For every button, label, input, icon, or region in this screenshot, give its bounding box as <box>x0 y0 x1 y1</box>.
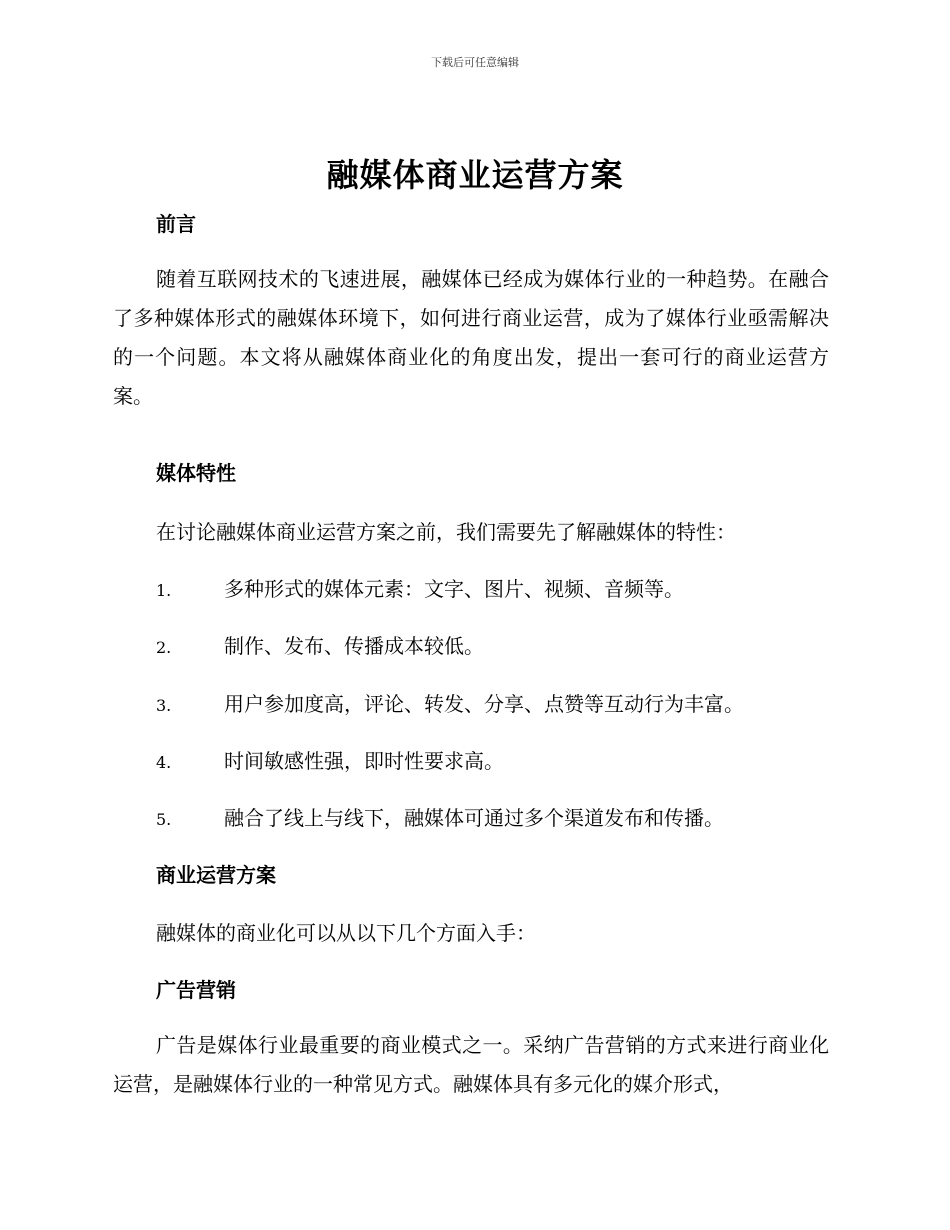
preface-paragraph: 随着互联网技术的飞速进展，融媒体已经成为媒体行业的一种趋势。在融合了多种媒体形式的融媒体环境下，如何进行商业运营，成为了媒体行业亟需解决的一个问题。本文将从融媒体商业化的角度出发，提出一套可行的商业运营方案。 <box>113 267 829 408</box>
section-heading-media: 媒体特性 <box>156 461 236 485</box>
page-header-note: 下载后可任意编辑 <box>431 56 519 69</box>
list-item-number: 2. <box>156 638 172 657</box>
list-item <box>156 745 504 774</box>
list-item-number: 3. <box>156 696 172 715</box>
list-item-text: 多种形式的媒体元素：文字、图片、视频、音频等。 <box>224 577 684 601</box>
list-item <box>156 802 724 831</box>
list-item <box>156 573 684 602</box>
ads-paragraph: 广告是媒体行业最重要的商业模式之一。采纳广告营销的方式来进行商业化运营，是融媒体行业的一种常见方式。融媒体具有多元化的媒介形式， <box>113 1033 829 1096</box>
document-title: 融媒体商业运营方案 <box>326 156 624 194</box>
list-item-number: 1. <box>156 581 172 600</box>
section-heading-ads: 广告营销 <box>156 978 236 1002</box>
list-item-text: 制作、发布、传播成本较低。 <box>224 634 484 658</box>
business-intro-text: 融媒体的商业化可以从以下几个方面入手： <box>156 921 536 945</box>
list-item-text: 融合了线上与线下，融媒体可通过多个渠道发布和传播。 <box>224 806 724 830</box>
list-item <box>156 630 484 659</box>
list-item-number: 5. <box>156 810 172 829</box>
list-item <box>156 688 744 717</box>
list-item-text: 用户参加度高，评论、转发、分享、点赞等互动行为丰富。 <box>224 692 744 716</box>
media-intro-text: 在讨论融媒体商业运营方案之前，我们需要先了解融媒体的特性： <box>156 520 736 544</box>
section-heading-business: 商业运营方案 <box>156 863 276 887</box>
list-item-text: 时间敏感性强，即时性要求高。 <box>224 749 504 773</box>
section-heading-preface: 前言 <box>156 212 196 236</box>
list-item-number: 4. <box>156 753 172 772</box>
